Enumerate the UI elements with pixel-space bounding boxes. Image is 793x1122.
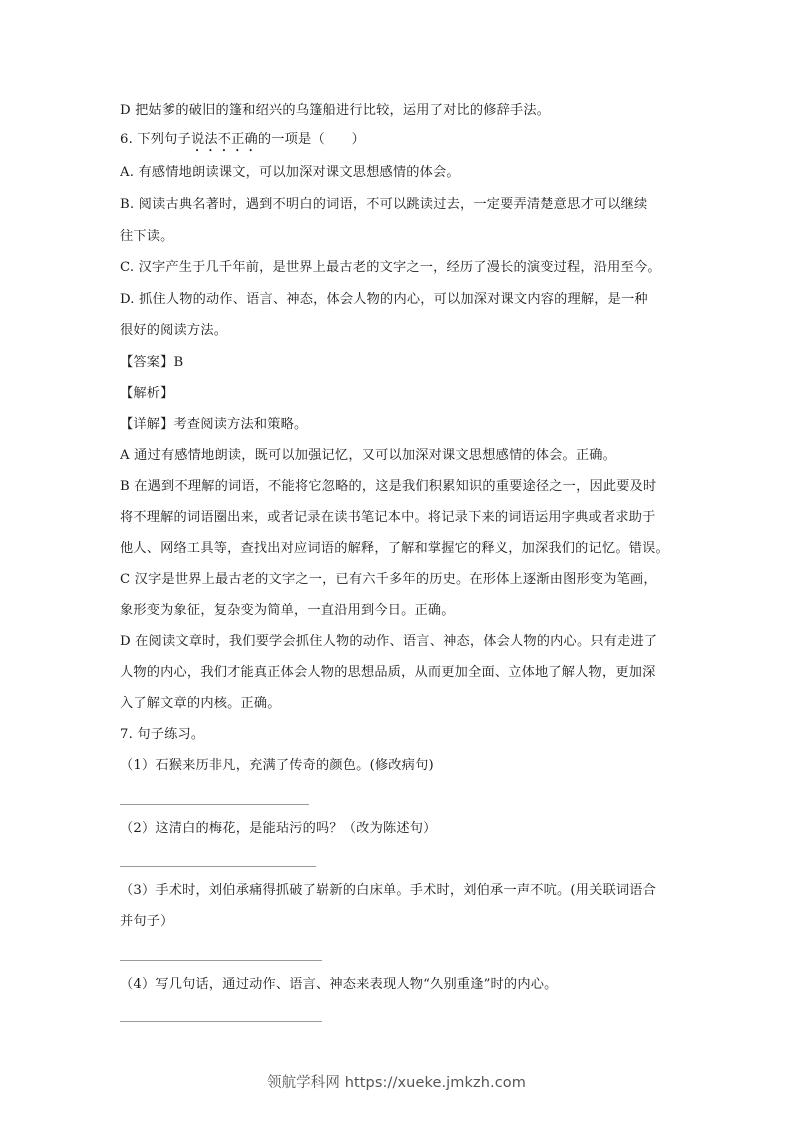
- question-7-item-4: （4）写几句话，通过动作、语言、神态来表现人物“久别重逢”时的内心。: [120, 977, 558, 992]
- answer-blank-line-4: [120, 1021, 322, 1022]
- explanation-b-line3: 他人、网络工具等，查找出对应词语的解释，了解和掌握它的释义，加深我们的记忆。错误。: [120, 541, 669, 556]
- question-7-item-3-line1: （3）手术时，刘伯承痛得抓破了崭新的白床单。手术时，刘伯承一声不吭。(用关联词语合: [120, 883, 657, 898]
- option-b-line2: 往下读。: [120, 229, 174, 244]
- option-d-line1: D. 抓住人物的动作、语言、神态，体会人物的内心，可以加深对课文内容的理解，是一种: [120, 292, 648, 307]
- answer-blank-line-1: [120, 804, 309, 805]
- question-7-title: 7. 句子练习。: [120, 727, 205, 742]
- option-d-line2: 很好的阅读方法。: [120, 323, 228, 338]
- explanation-b-line2: 将不理解的词语圈出来，或者记录在读书笔记本中。将记录下来的词语运用字典或者求助于: [120, 510, 656, 525]
- option-b-line1: B. 阅读古典名著时，遇到不明白的词语，不可以跳读过去，一定要弄清楚意思才可以继续: [120, 197, 648, 212]
- explanation-b-line1: B 在遇到不理解的词语，不能将它忽略的，这是我们积累知识的重要途径之一，因此要及时: [120, 479, 657, 494]
- option-c: C. 汉字产生于几千年前，是世界上最古老的文字之一，经历了漫长的演变过程，沿用至今。: [120, 260, 661, 275]
- explanation-c-line2: 象形变为象征，复杂变为简单，一直沿用到今日。正确。: [120, 603, 455, 618]
- question-7-item-2: （2）这清白的梅花，是能玷污的吗？（改为陈述句）: [120, 821, 437, 836]
- answer-blank-line-3: [120, 960, 322, 961]
- explanation-a: A 通过有感情地朗读，既可以加强记忆，又可以加深对课文思想感情的体会。正确。: [120, 448, 617, 463]
- explanation-d-line3: 入了解文章的内核。正确。: [120, 696, 281, 711]
- stem-emphasized-text: 说法不正确: [190, 132, 258, 147]
- question-7-item-1: （1）石猴来历非凡，充满了传奇的颜色。(修改病句): [120, 758, 434, 773]
- stem-text-after: 的一项是（ ）: [257, 132, 365, 147]
- explanation-d-line1: D 在阅读文章时，我们要学会抓住人物的动作、语言、神态，体会人物的内心。只有走进了: [120, 634, 658, 649]
- detail-label: 【详解】考查阅读方法和策略。: [120, 417, 308, 432]
- stem-text-before: 下列句子: [137, 132, 191, 147]
- question-7-item-3-line2: 并句子）: [120, 914, 174, 929]
- question-number: 6.: [120, 132, 133, 147]
- explanation-d-line2: 人物的内心，我们才能真正体会人物的思想品质，从而更加全面、立体地了解人物，更加深: [120, 665, 656, 680]
- option-a: A. 有感情地朗读课文，可以加深对课文思想感情的体会。: [120, 165, 460, 180]
- answer-blank-line-2: [120, 866, 316, 867]
- answer-label: 【答案】B: [120, 355, 184, 370]
- previous-option-d: D 把姑爹的破旧的篷和绍兴的乌篷船进行比较，运用了对比的修辞手法。: [120, 103, 551, 118]
- footer-watermark: 领航学科网 https://xueke.jmkzh.com: [266, 1075, 526, 1091]
- analysis-label: 【解析】: [120, 386, 174, 401]
- question-6-stem: [120, 131, 680, 155]
- explanation-c-line1: C 汉字是世界上最古老的文字之一，已有六千多年的历史。在形体上逐渐由图形变为笔画，: [120, 572, 657, 587]
